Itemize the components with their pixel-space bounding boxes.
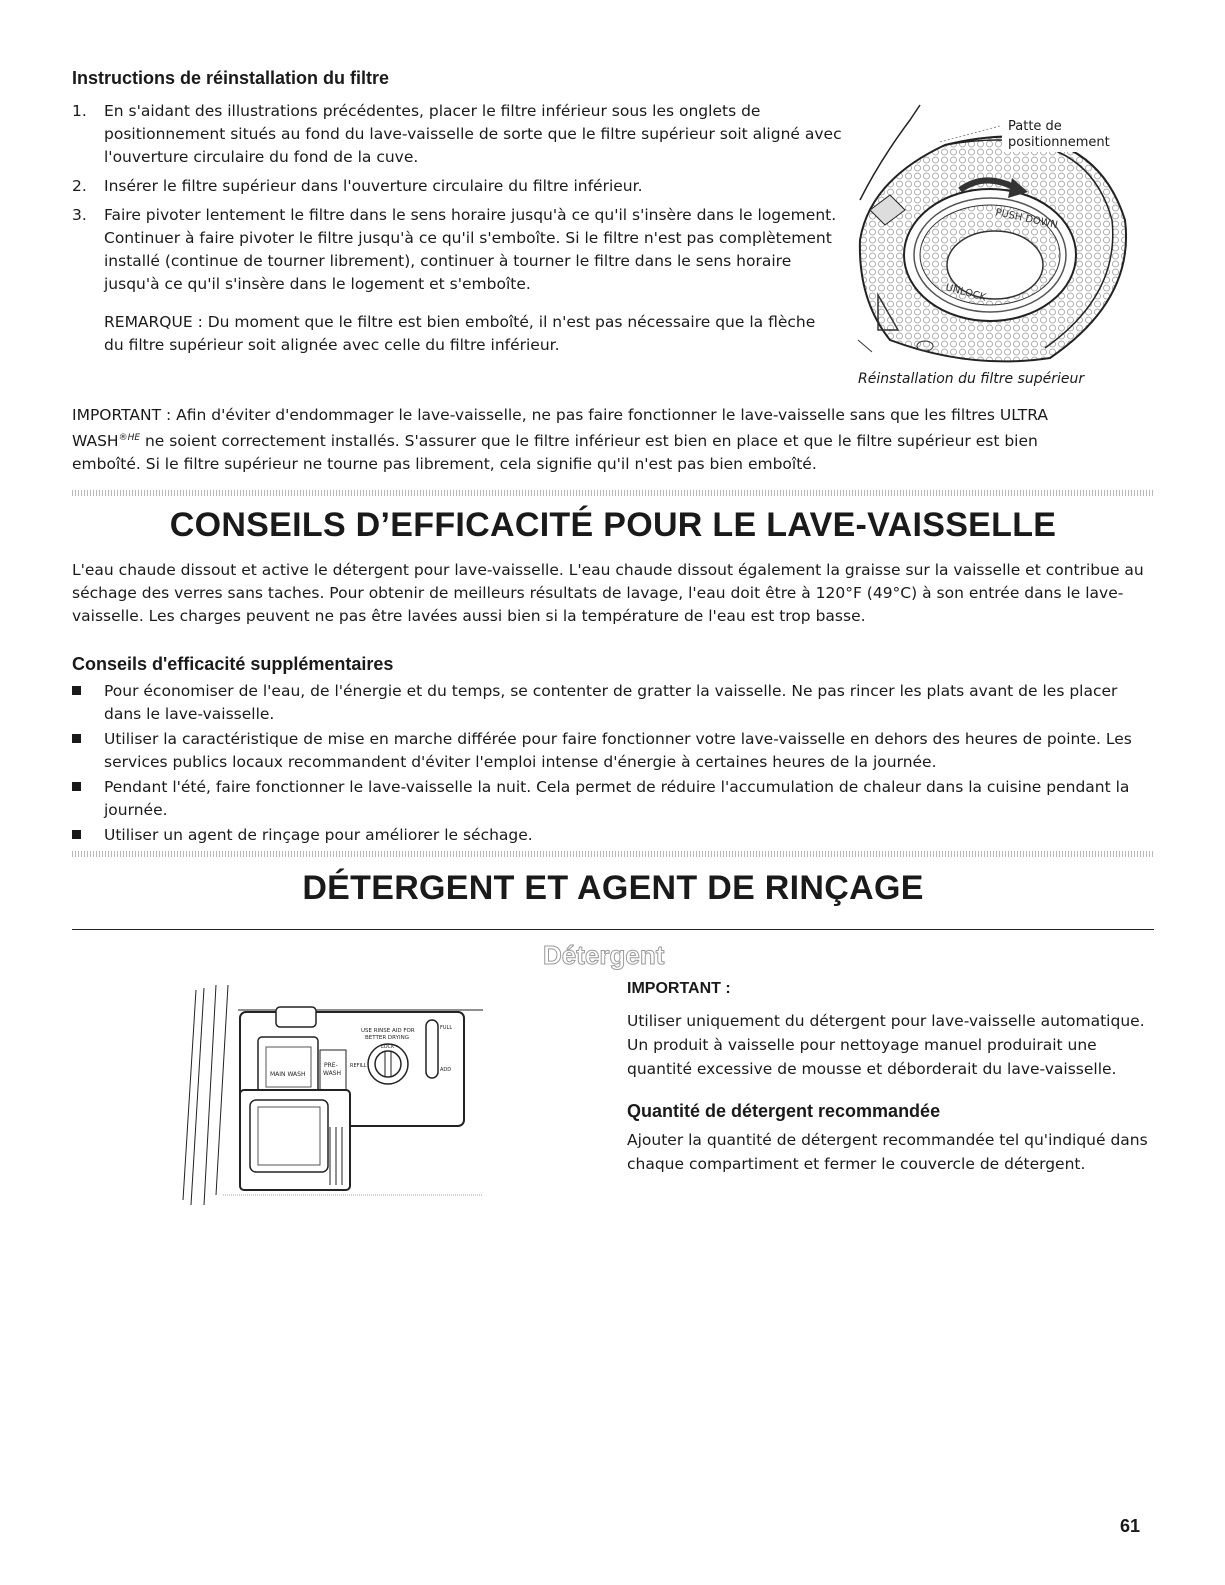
important-line: IMPORTANT : Afin d'éviter d'endommager le lave-vaisselle, ne pas faire fonctionner le lave-vaisselle sans que les filtres ULTRA	[72, 406, 1048, 424]
he-superscript: ®HE	[118, 433, 141, 443]
filter-important-paragraph	[72, 404, 1152, 476]
full-text: FULL	[440, 1025, 453, 1031]
detergent-subtitle: Détergent	[543, 940, 665, 970]
refill-text: REFILL	[350, 1063, 367, 1069]
list-item	[72, 204, 842, 296]
important-line-rest: ne soient correctement installés. S'assurer que le filtre inférieur est bien en place et que le filtre supérieur est bien	[140, 432, 1038, 451]
list-item	[72, 776, 1154, 822]
main-wash-text: MAIN WASH	[270, 1071, 306, 1078]
quantity-text: Ajouter la quantité de détergent recommandée tel qu'indiqué dans chaque compartiment et fermer le couvercle de détergent.	[627, 1131, 1148, 1173]
section-divider	[72, 490, 1154, 496]
bullet-icon	[72, 782, 81, 791]
tip-text: Utiliser la caractéristique de mise en marche différée pour faire fonctionner votre lave-vaisselle en dehors des heures de pointe. Les services publics locaux recommandent d'éviter l'emploi intense d'énergie à certaines heures de la journée.	[104, 730, 1132, 771]
filter-section-heading: Instructions de réinstallation du filtre	[72, 68, 390, 88]
bullet-icon	[72, 830, 81, 839]
title-rule	[72, 929, 1154, 930]
step-number: 3.	[72, 206, 87, 224]
add-text: ADD	[440, 1067, 452, 1073]
efficiency-intro: L'eau chaude dissout et active le détergent pour lave-vaisselle. L'eau chaude dissout également la graisse sur la vaisselle et contribue au séchage des verres sans taches. Pour obtenir de meilleurs résultats de lavage, l'eau doit être à 120°F (49°C) à son entrée dans le lave-vaisselle. Les charges peuvent ne pas être lavées aussi bien si la température de l'eau est trop basse.	[72, 561, 1144, 625]
bullet-icon	[72, 734, 81, 743]
step-text: Faire pivoter lentement le filtre dans le sens horaire jusqu'à ce qu'il s'insère dans le logement. Continuer à faire pivoter le filtre jusqu'à ce qu'il s'emboîte. Si le filtre n'est pas complètement installé (continue de tourner librement), continuer à tourner le filtre dans le sens horaire jusqu'à ce qu'il s'insère dans le logement et s'emboîte.	[104, 206, 837, 293]
label-line: positionnement	[1008, 135, 1110, 150]
pre-text: PRE-	[324, 1062, 338, 1069]
important-line: emboîté. Si le filtre supérieur ne tourne pas librement, cela signifie qu'il n'est pas bien emboîté.	[72, 455, 817, 474]
detergent-important-label: IMPORTANT :	[627, 980, 731, 997]
filter-note: REMARQUE : Du moment que le filtre est bien emboîté, il n'est pas nécessaire que la flèche du filtre supérieur soit alignée avec celle du filtre inférieur.	[104, 313, 816, 354]
list-item	[72, 728, 1154, 774]
figure-caption: Réinstallation du filtre supérieur	[858, 371, 1085, 387]
important-line	[72, 427, 1152, 453]
quantity-heading: Quantité de détergent recommandée	[627, 1101, 941, 1121]
filter-steps-list	[72, 100, 842, 302]
better-drying-text: BETTER DRYING	[365, 1035, 409, 1041]
bullet-icon	[72, 686, 81, 695]
prewash-text: WASH	[323, 1070, 342, 1077]
wash-text: WASH	[72, 432, 119, 451]
label-line: Patte de	[1008, 119, 1062, 134]
tip-text: Utiliser un agent de rinçage pour améliorer le séchage.	[104, 826, 533, 844]
rinse-aid-text: USE RINSE AID FOR	[361, 1028, 415, 1034]
push-down-text: PUSH DOWN	[994, 207, 1059, 232]
detergent-important-text: Utiliser uniquement du détergent pour lave-vaisselle automatique. Un produit à vaisselle pour nettoyage manuel produirait une quantité excessive de mousse et déborderait du lave-vaisselle.	[627, 1012, 1145, 1078]
efficiency-tips-list	[72, 680, 1154, 849]
tip-text: Pour économiser de l'eau, de l'énergie et du temps, se contenter de gratter la vaisselle. Ne pas rincer les plats avant de les placer dans le lave-vaisselle.	[104, 682, 1118, 723]
detergent-text-column	[627, 980, 1152, 1176]
section-divider	[72, 851, 1154, 857]
list-item	[72, 100, 842, 169]
dispenser-diagram-svg	[178, 985, 498, 1207]
unlock-text: UNLOCK	[944, 282, 988, 304]
efficiency-section-title: CONSEILS D’EFFICACITÉ POUR LE LAVE-VAISSELLE	[169, 506, 1057, 544]
step-text: En s'aidant des illustrations précédentes, placer le filtre inférieur sous les onglets de positionnement situés au fond du lave-vaisselle de sorte que le filtre supérieur soit aligné avec l'ouverture circulaire du fond de la cuve.	[104, 102, 842, 166]
step-number: 2.	[72, 177, 87, 195]
lock-text: LOCK	[381, 1044, 395, 1050]
step-number: 1.	[72, 102, 87, 120]
list-item	[72, 175, 842, 198]
tip-text: Pendant l'été, faire fonctionner le lave-vaisselle la nuit. Cela permet de réduire l'accumulation de chaleur dans la cuisine pendant la journée.	[104, 778, 1130, 819]
list-item	[72, 824, 1154, 847]
list-item	[72, 680, 1154, 726]
dispenser-illustration	[178, 985, 498, 1207]
efficiency-subheading: Conseils d'efficacité supplémentaires	[72, 654, 394, 674]
step-text: Insérer le filtre supérieur dans l'ouverture circulaire du filtre inférieur.	[104, 177, 643, 195]
positioning-tab-label	[1008, 119, 1110, 151]
detergent-section-title: DÉTERGENT ET AGENT DE RINÇAGE	[302, 869, 924, 907]
page-number: 61	[1120, 1516, 1141, 1536]
